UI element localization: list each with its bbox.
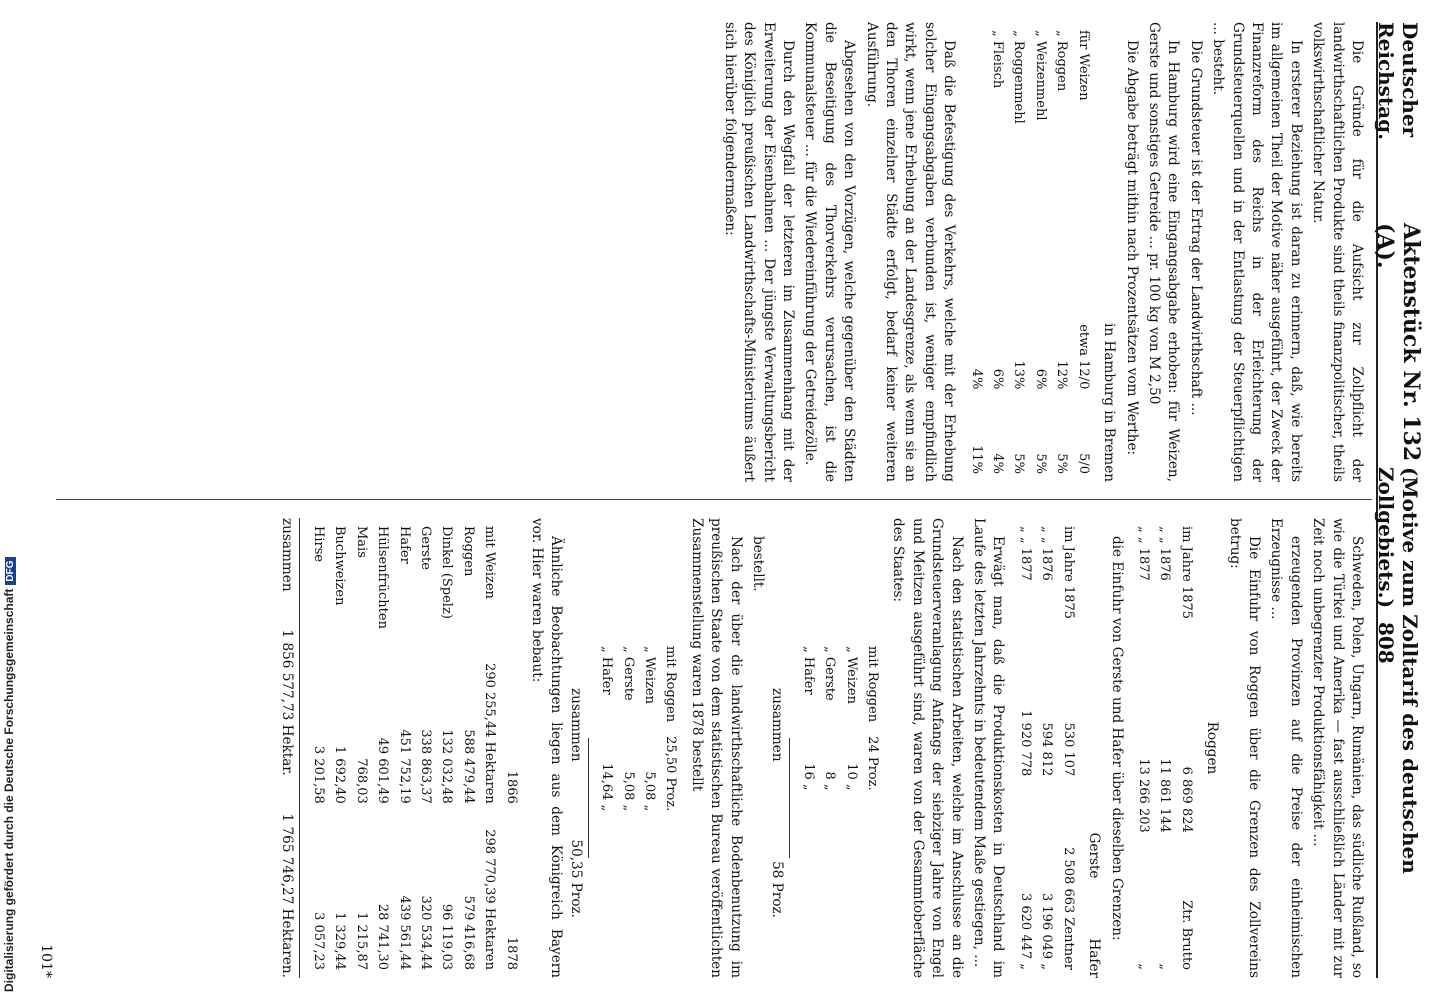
duty-cell: 5/0: [1075, 453, 1091, 474]
share-cell: 16 „: [800, 763, 816, 791]
crop-share-1878-table: [595, 638, 683, 819]
duty-cell: 5%: [1032, 453, 1048, 474]
table-row: [416, 520, 435, 976]
share2-cell: „ Hafer: [599, 646, 615, 695]
barley-oats-imports-table: [1014, 518, 1080, 978]
table-header: in Hamburg in Bremen: [1101, 323, 1118, 482]
table-row: [988, 24, 1007, 480]
bavaria-cell: 579 416,68: [460, 895, 476, 970]
bavaria-cell: 298 770,39 Hektaren: [482, 829, 498, 970]
duty-cell: 6%: [990, 368, 1006, 390]
bavaria-header-cell: [501, 520, 520, 644]
table-row: [640, 640, 659, 817]
share2-cell: 5,08 „: [620, 771, 636, 812]
duty-cell: 5%: [1054, 453, 1070, 474]
table-row: [618, 640, 637, 817]
import2-cell: 2 508 663 Zentner: [1060, 847, 1076, 970]
table-row: [373, 520, 392, 976]
share2-cell: „ Weizen: [642, 646, 657, 704]
duty-percentage-table: [964, 22, 1094, 482]
bavaria-cell: 1 215,87: [353, 912, 369, 970]
paragraph: Durch den Wegfall der letzteren im Zusammenhang mit der Erweiterung der Eisenbahnen ... Der jüngste Verwaltungsbericht des Königlich preußischen Landwirthschafts-Ministeriums äußert sich hierüber folgendermaßen:: [721, 22, 797, 482]
duty-cell: etwa 12/0: [1075, 324, 1091, 390]
table-row: [437, 520, 456, 976]
bavaria-cell: 768,03: [353, 758, 369, 804]
rye-imports-table: [1132, 518, 1198, 978]
table-header: Gerste Hafer: [1086, 832, 1103, 978]
import2-cell: 1 920 778: [1017, 710, 1033, 777]
table-row: [309, 520, 328, 976]
paragraph: erzeugenden Provinzen auf die Preise der einheimischen Erzeugnisse ...: [1268, 518, 1304, 978]
import-cell: 13 266 203: [1135, 758, 1151, 833]
duty-cell: 13%: [1011, 360, 1027, 390]
column-divider: [56, 499, 1372, 500]
bavaria-cultivation-table: [307, 518, 523, 978]
bavaria-cell: 1 692,40: [332, 745, 348, 804]
share-cell: 24 Proz.: [865, 736, 881, 791]
paragraph: Erwägt man, daß die Produktionskosten in Deutschland im Laufe des letzten Jahrzehnts in bedeutendem Maße gestiegen, ...: [971, 518, 1007, 978]
bavaria-cell: Hirse: [310, 526, 326, 563]
duty-cell: „ Weizenmehl: [1032, 30, 1048, 121]
table-row: [330, 520, 349, 976]
import-cell: 11 861 144: [1157, 758, 1173, 833]
table-row: [480, 520, 499, 976]
page-footnote-number: 101*: [38, 944, 54, 978]
import-cell: „ „ 1877: [1135, 526, 1151, 581]
bavaria-cell: 439 561,44: [396, 895, 412, 970]
duty-cell: [966, 24, 985, 238]
share-cell: „ Weizen: [843, 646, 859, 704]
duty-cell: 11%: [968, 445, 984, 474]
left-column: [56, 22, 1366, 482]
header-document-number: Aktenstück Nr. 132 (A).: [1372, 223, 1424, 462]
duty-cell: „ Fleisch: [990, 30, 1006, 89]
paragraph: die Einfuhr von Gerste und Hafer über dieselben Grenzen:: [1108, 536, 1125, 941]
duty-cell: „ Roggen: [1054, 30, 1070, 92]
bavaria-cell: mit Weizen: [482, 526, 498, 599]
share-cell: „ Gerste: [822, 646, 838, 701]
paragraph: Abgesehen von den Vorzügen, welche gegenüber den Städten die Beseitigung des Thorverkehrs verursachen, ist die Kommunalsteuer ... für die Wiedereinführung der Getreidezölle.: [802, 22, 858, 482]
import2-cell: 530 107: [1060, 722, 1076, 777]
table-row: [458, 520, 477, 976]
import2-cell: 594 812: [1039, 722, 1055, 777]
page-number: 808: [1374, 621, 1398, 664]
table-row: [1016, 520, 1035, 976]
bavaria-cell: 588 479,44: [460, 729, 476, 804]
header-right-title: (Motive zum Zolltarif des deutschen Zollgebiets.) 808: [1374, 466, 1422, 874]
import-cell: „: [1135, 963, 1151, 970]
share-cell: mit Roggen: [865, 646, 881, 723]
import2-cell: „ „ 1876: [1039, 526, 1055, 581]
import2-cell: „ „ 1877: [1017, 526, 1033, 581]
bavaria-header-cell: 1866: [503, 770, 519, 804]
bavaria-cell: 49 601,49: [375, 737, 391, 804]
paragraph: bestellt.: [750, 536, 767, 592]
share2-cell: 14,64 „: [599, 763, 615, 812]
paragraph: Nach den statistischen Arbeiten, welche im Anschlusse an die Grundsteuerveranlagung Anfangs der siebziger Jahre von Engel und Meitzen ausgeführt sind, waren von der Gesammtoberfläche des Staates:: [890, 518, 965, 978]
rotated-document-page: [32, 0, 1432, 1000]
bavaria-header-cell: 1878: [503, 936, 519, 970]
table-caption: Roggen: [1204, 721, 1221, 775]
import-cell: „: [1157, 963, 1173, 970]
table-row: [966, 24, 985, 480]
duty-cell: 4%: [968, 368, 984, 390]
share2-cell: „ Gerste: [620, 646, 636, 701]
duty-cell: 4%: [990, 453, 1006, 474]
bavaria-cell: 338 863,37: [417, 729, 433, 804]
table-row: [1058, 520, 1077, 976]
table-row: [1037, 520, 1056, 976]
paragraph: Die Grundsteuer ist der Ertrag der Landwirthschaft ...: [1187, 40, 1204, 416]
table-header-row: [501, 520, 520, 976]
digitization-credit: [0, 0, 22, 1000]
duty-cell: 12%: [1054, 360, 1070, 390]
header-left-title: Deutscher Reichstag.: [1374, 22, 1422, 141]
import-cell: Ztr. Brutto: [1178, 900, 1194, 970]
share-cell: 10 „: [843, 763, 859, 791]
share-cell: „ Hafer: [800, 646, 816, 695]
import2-cell: 3 620 447 „: [1017, 892, 1033, 970]
paragraph: Schweden, Polen, Ungarn, Rumänien, das südliche Rußland, so wie die Türkei und Amerika — fast ausschließlich Länder mit zur Zeit noch unbegrenzter Produktionsfähigkeit ...: [1310, 518, 1365, 978]
bavaria-cell: Dinkel (Spelz): [439, 526, 455, 619]
table-row: [863, 640, 882, 797]
paragraph: In ersterer Beziehung ist daran zu erinnern, daß, wie bereits im allgemeinen Theil der Motive näher ausgeführt, der Zweck der Finanzreform des Reichs in der Erleichterung der Grundsteuerquellen und in der Entlastung der Steuerpflichtigen ... besteht.: [1210, 22, 1304, 482]
bavaria-cell: Mais: [353, 526, 369, 558]
table-row: [1176, 520, 1195, 976]
bavaria-cell: Buchweizen: [332, 526, 348, 606]
share2-cell: 25,50 Proz.: [663, 736, 679, 812]
crop-share-table: [796, 638, 884, 799]
bavaria-cell: 320 534,44: [417, 895, 433, 970]
duty-cell: 5%: [1011, 453, 1027, 474]
table-row: [798, 640, 817, 797]
paragraph: Ähnliche Beobachtungen liegen aus dem Königreich Bayern vor. Hier waren bebaut:: [528, 518, 565, 978]
duty-cell: 6%: [1032, 368, 1048, 390]
paragraph: Nach der über die landwirthschaftliche Bodenbenutzung im preußischen Staate von dem statistischen Bureau veröffentlichten Zusammenstellung waren 1878 bestellt: [688, 518, 744, 978]
table-row: [394, 520, 413, 976]
paragraph: Die Gründe für die Aufsicht zur Zollpflicht der landwirthschaftlichen Produkte sind theils finanzpolitischer, theils volkswirthschaftlicher Natur.: [1310, 22, 1365, 482]
bavaria-cell: Gerste: [417, 526, 433, 570]
bavaria-cell: 290 255,44 Hektaren: [482, 663, 498, 804]
paragraph: Daß die Befestigung des Verkehrs, welche mit der Erhebung solcher Eingangsabgaben verbunden ist, weniger empfindlich wirkt, wenn jene Erhebung an der Landesgrenze, als wenn sie an den Thoren einzelner Städte erfolgt, bedarf keiner weiteren Ausführung.: [863, 22, 958, 482]
bavaria-cell: 132 032,48: [439, 729, 455, 804]
import-cell: „ „ 1876: [1157, 526, 1173, 581]
bavaria-cell: 3 057,23: [310, 912, 326, 970]
table-row: [820, 640, 839, 797]
bavaria-total: zusammen 1 856 577,73 Hektar. 1 765 746,27 Hektaren.: [279, 518, 296, 978]
table-row: [1009, 24, 1028, 480]
table-row: [351, 520, 370, 976]
table-row: [1052, 24, 1071, 480]
bavaria-cell: 1 329,44: [332, 912, 348, 970]
bavaria-cell: 28 741,30: [375, 903, 391, 970]
duty-cell: „ Roggenmehl: [1011, 30, 1027, 124]
bavaria-cell: Hafer: [396, 526, 412, 564]
table-row: [661, 640, 680, 817]
import-cell: 6 869 824: [1178, 766, 1194, 833]
table-row: [1155, 520, 1174, 976]
import2-cell: im Jahre 1875: [1060, 526, 1076, 620]
import-cell: im Jahre 1875: [1178, 526, 1194, 620]
share2-cell: 5,08 „: [642, 771, 657, 812]
shares2-total: zusammen 50,35 Proz.: [567, 688, 584, 918]
paragraph: In Hamburg wird eine Eingangsabgabe erhoben: für Weizen, Gerste und sonstiges Getreide ... pr. 100 kg von M 2,50: [1145, 22, 1182, 482]
digitization-text: Digitalisierung gefördert durch die Deutsche Forschungsgemeinschaft: [2, 588, 16, 992]
table-row: [841, 640, 860, 797]
table-row: [597, 640, 616, 817]
shares-total: zusammen 58 Proz.: [769, 688, 786, 918]
paragraph: Die Abgabe beträgt mithin nach Prozentsätzen vom Werthe:: [1123, 40, 1140, 456]
table-row: [1073, 24, 1092, 480]
bavaria-cell: 3 201,58: [310, 745, 326, 804]
page-header: [1372, 22, 1424, 978]
right-column: [56, 518, 1366, 978]
duty-cell: für Weizen: [1075, 30, 1091, 101]
paragraph: Die Einfuhr von Roggen über die Grenzen des Zollvereins betrug:: [1226, 518, 1262, 978]
bavaria-cell: 451 752,19: [396, 729, 412, 804]
table-row: [1134, 520, 1153, 976]
table-row: [1031, 24, 1050, 480]
bavaria-cell: Hülsenfrüchten: [375, 526, 391, 629]
bavaria-cell: Roggen: [460, 526, 476, 577]
bavaria-cell: 96 119,03: [439, 903, 455, 970]
share-cell: 8 „: [822, 771, 838, 791]
dfg-badge: DFG: [5, 557, 16, 584]
import2-cell: 3 196 049 „: [1039, 892, 1055, 970]
share2-cell: mit Roggen: [663, 646, 679, 723]
